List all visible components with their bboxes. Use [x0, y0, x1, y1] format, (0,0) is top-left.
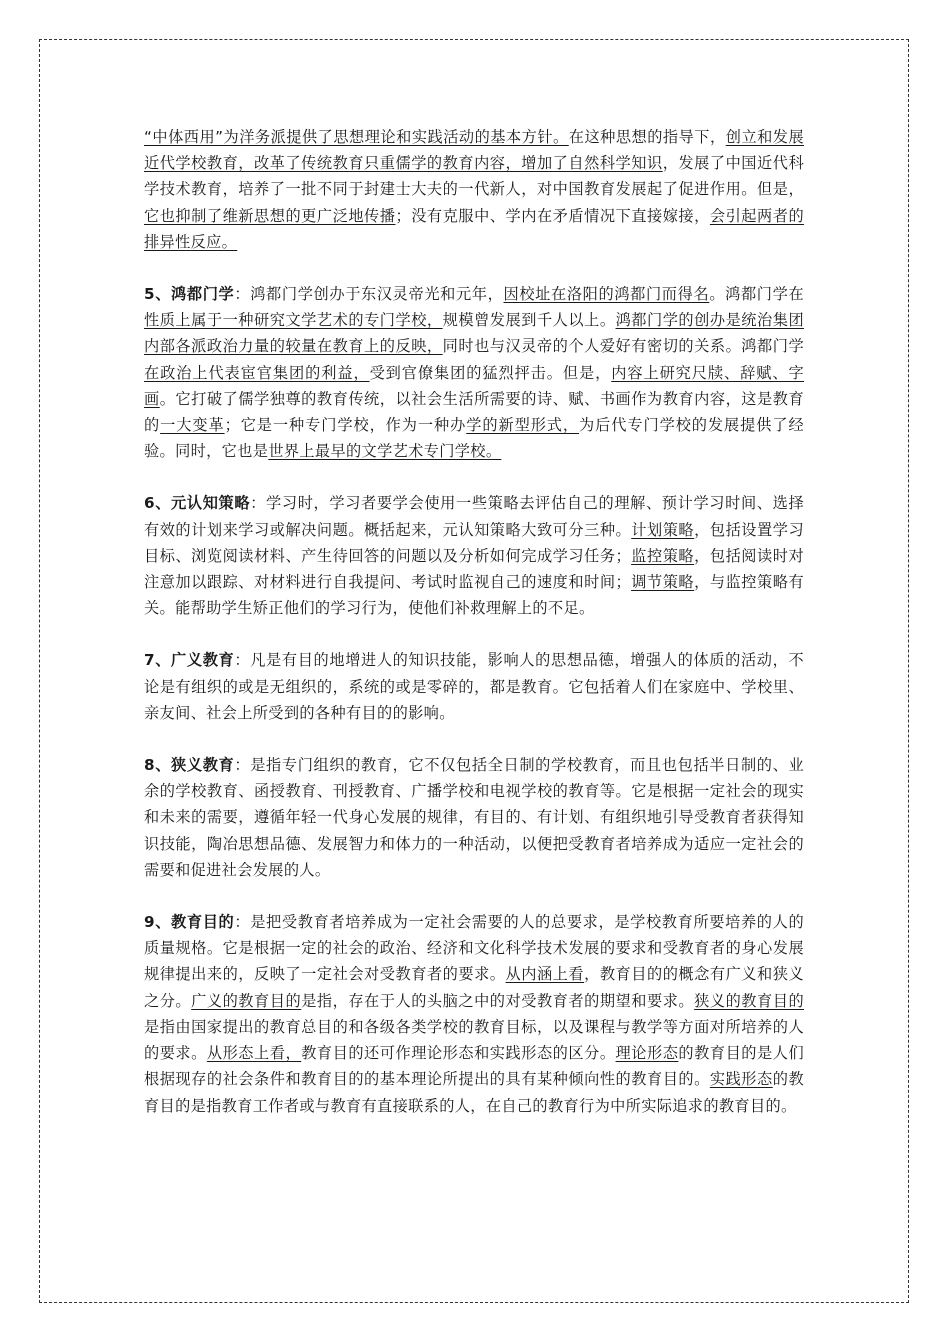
body-text: ；没有克服中、学内在矛盾情况下直接嫁接，	[395, 206, 710, 225]
paragraph	[144, 124, 804, 255]
underlined-text: 狭义的教育目的	[694, 991, 804, 1010]
underlined-text: 内容上研究尺牍、辞赋、字画	[144, 363, 804, 408]
body-text: 是指由国家提出的教育总目的和各级各类学校的教育目标，以及课程与教学等方面对所培养的人的要求。	[144, 1017, 804, 1063]
body-text: ，包括设置学习目标、浏览阅读材料、产生待回答的问题以及分析如何完成学习任务；	[144, 520, 804, 565]
underlined-text: 从内涵上看	[505, 965, 585, 984]
body-text: ，教育目的的概念有广义和狭义之分。	[144, 965, 804, 1010]
underlined-text: 学的新型形式，	[466, 416, 580, 435]
body-text: 教育目的还可作理论形态和实践形态的区分。	[301, 1044, 616, 1063]
body-text: ：是把受教育者培养成为一定社会需要的人的总要求，是学校教育所要培养的人的质量规格。它是根据一定的社会的政治、经济和文化科学技术发展的要求和受教育者的身心发展规律提出来的，反映了一定社会对受教育者的要求。	[144, 913, 804, 984]
paragraph	[144, 490, 804, 621]
term-heading: 8、狭义教育	[144, 756, 235, 775]
body-text: 是指，存在于人的头脑之中的对受教育者的期望和要求。	[301, 991, 695, 1010]
body-text: 的教育目的是指教育工作者或与教育有直接联系的人，在自己的教育行为中所实际追求的教育目的。	[144, 1070, 804, 1115]
body-text: ：是指专门组织的教育，它不仅包括全日制的学校教育，而且也包括半日制的、业余的学校教育、函授教育、刊授教育、广播学校和电视学校的教育等。它是根据一定社会的现实和未来的需要，遵循年轻一代身心发展的规律，有目的、有计划、有组织地引导受教育者获得知识技能，陶冶思想品德、发展智力和体力的一种活动，以便把受教育者培养成为适应一定社会的需要和促进社会发展的人。	[144, 756, 804, 879]
body-text: ，包括阅读时对注意加以跟踪、对材料进行自我提问、考试时监视自己的速度和时间；	[144, 546, 805, 592]
underlined-text: “中体西用”为洋务派提供了思想理论和实践活动的基本方针。	[144, 128, 569, 146]
underlined-text: 理论形态	[615, 1044, 679, 1063]
body-text: ，与监控策略有关。能帮助学生矫正他们的学习行为，使他们补救理解上的不足。	[144, 573, 805, 618]
body-text: 的教育目的是人们根据现存的社会条件和教育目的的基本理论所提出的具有某种倾向性的教育目的。	[144, 1044, 804, 1089]
underlined-text: 在政治上代表宦官集团的利益，	[144, 363, 370, 382]
body-text: 为后代专门学校的发展提供了经验。同时，它也是	[144, 416, 805, 461]
body-text: ：鸿都门学创办于东汉灵帝光和元年，	[234, 285, 504, 304]
body-text: 规模曾发展到千人以上。	[442, 311, 616, 330]
term-heading: 5、鸿都门学	[144, 285, 235, 304]
term-heading: 7、广义教育	[144, 651, 235, 670]
paragraph	[144, 281, 804, 464]
body-text: 。鸿都门学在	[709, 285, 805, 304]
underlined-text: 实践形态	[709, 1070, 773, 1089]
body-text: ：凡是有目的地增进人的知识技能，影响人的思想品德，增强人的体质的活动，不论是有组织的或是无组织的，系统的或是零碎的，都是教育。它包括着人们在家庭中、学校里、亲友间、社会上所受到的各种有目的的影响。	[144, 651, 804, 722]
paragraph	[144, 909, 804, 1119]
body-text: ：学习时，学习者要学会使用一些策略去评估自己的理解、预计学习时间、选择有效的计划来学习或解决问题。概括起来，元认知策略大致可分三种。	[144, 494, 804, 539]
paragraph	[144, 647, 804, 726]
underlined-text: 计划策略	[631, 520, 695, 539]
term-heading: 9、教育目的	[144, 913, 235, 932]
underlined-text: 世界上最早的文学艺术专门学校。	[268, 442, 502, 461]
body-text: 在这种思想的指导下，	[568, 128, 726, 146]
body-text: 受到官僚集团的猛烈抨击。但是，	[369, 363, 612, 382]
underlined-text: 监控策略	[631, 546, 695, 565]
paragraph	[144, 752, 804, 883]
body-text: ，发展了中国近代科学技术教育，培养了一批不同于封建士大夫的一代新人，对中国教育发展起了促进作用。但是，	[144, 154, 804, 199]
body-text: 。它打破了儒学独尊的教育传统，以社会生活所需要的诗、赋、书画作为教育内容，这是教育的	[144, 389, 804, 435]
underlined-text: 会引起两者的排异性反应。	[144, 206, 805, 251]
underlined-text: 从形态上看，	[206, 1044, 302, 1063]
underlined-text: 它也抑制了维新思想的更广泛地传播	[144, 206, 396, 225]
body-text: ；它是一种专门学校，作为一种办	[224, 416, 467, 435]
underlined-text: 一大变革	[160, 416, 225, 435]
underlined-text: 性质上属于一种研究文学艺术的专门学校，	[144, 311, 443, 330]
underlined-text: 鸿都门学的创办是统治集团内部各派政治力量的较量在教育上的反映，	[144, 311, 804, 356]
document-body	[144, 124, 804, 1145]
underlined-text: 因校址在洛阳的鸿都门而得名	[503, 285, 710, 304]
underlined-text: 调节策略	[631, 573, 695, 592]
body-text: 同时也与汉灵帝的个人爱好有密切的关系。鸿都门学	[442, 337, 804, 356]
underlined-text: 创立和发展近代学校教育，改革了传统教育只重儒学的教育内容，增加了自然科学知识	[144, 128, 805, 173]
underlined-text: 广义的教育目的	[191, 991, 302, 1010]
term-heading: 6、元认知策略	[144, 494, 251, 513]
